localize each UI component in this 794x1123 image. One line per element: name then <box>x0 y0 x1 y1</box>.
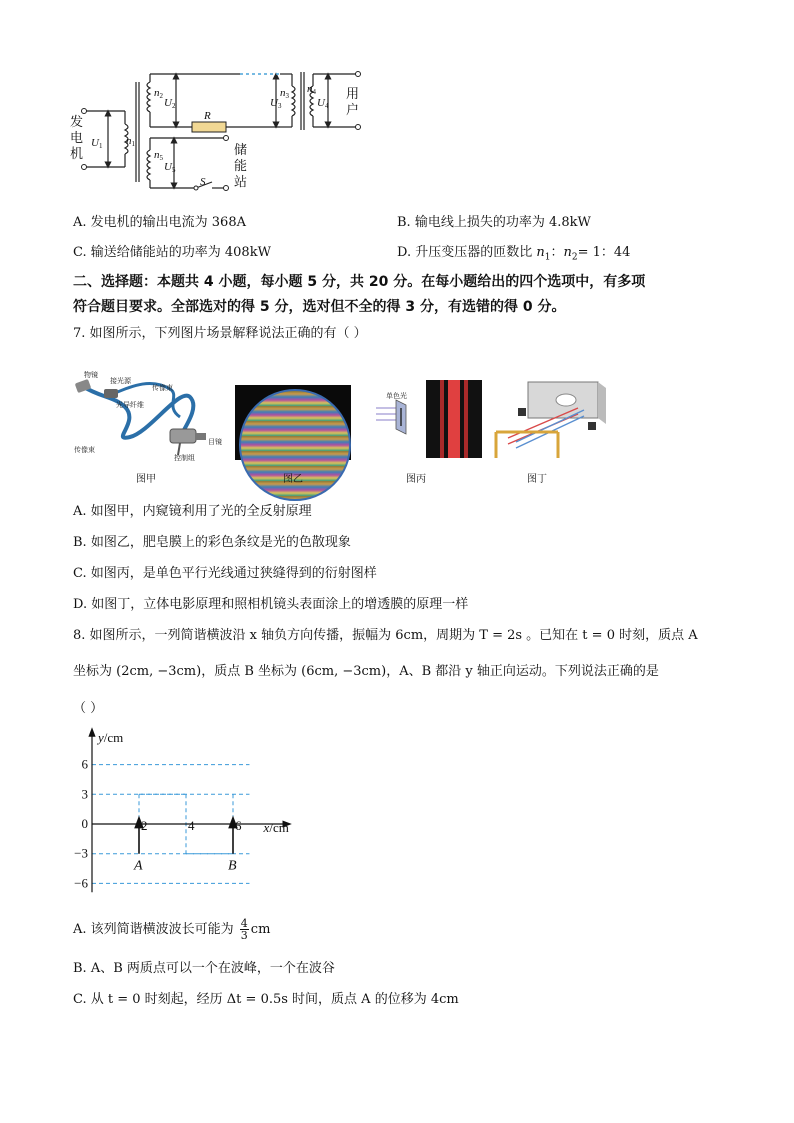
point-a-label: A <box>134 858 143 874</box>
svg-text:n2: n2 <box>154 87 163 100</box>
point-b-label: B <box>228 858 237 874</box>
q8-stem-line-1: 8. 如图所示，一列简谐横波沿 x 轴负方向传播，振幅为 6cm，周期为 T = 2s 。已知在 t = 0 时刻，质点 A <box>73 628 698 643</box>
svg-text:S: S <box>200 176 206 188</box>
x-tick-label: 4 <box>188 818 195 833</box>
svg-text:站: 站 <box>234 174 248 189</box>
svg-text:U2: U2 <box>164 97 176 110</box>
y-tick-label: 3 <box>81 786 88 802</box>
y-tick-label: −6 <box>74 875 88 891</box>
q8-option-b: B. A、B 两质点可以一个在波峰，一个在波谷 <box>73 961 335 976</box>
svg-text:储: 储 <box>234 142 248 157</box>
resistor-r <box>192 122 226 132</box>
svg-text:物镜: 物镜 <box>84 371 98 379</box>
svg-text:n4: n4 <box>307 83 316 96</box>
section-2-heading-line-2: 符合题目要求。全部选对的得 5 分，选对但不全的得 3 分，有选错的得 0 分。 <box>73 299 566 315</box>
svg-text:控制组: 控制组 <box>174 454 195 462</box>
q7-option-a: A. 如图甲，内窥镜利用了光的全反射原理 <box>73 504 312 519</box>
q6-option-d: D. 升压变压器的匝数比 $n_1$：$n_2= 1$：44 <box>397 245 631 263</box>
figure-jia-endoscope <box>70 367 220 462</box>
fig-caption-ding: 图丁 <box>527 474 547 485</box>
svg-text:用: 用 <box>346 86 360 101</box>
svg-text:U1: U1 <box>91 137 103 150</box>
q6-option-c: C. 输送给储能站的功率为 408kW <box>73 245 271 260</box>
q6-option-a: A. 发电机的输出电流为 368A <box>73 215 246 230</box>
figure-bing-slit-diffraction <box>370 378 485 462</box>
svg-text:U4: U4 <box>317 97 329 110</box>
q6-option-b: B. 输电线上损失的功率为 4.8kW <box>397 215 591 230</box>
svg-text:能: 能 <box>234 158 248 173</box>
svg-text:n3: n3 <box>280 87 289 100</box>
figure-yi-soap-film <box>235 385 351 460</box>
wave-graph <box>68 728 308 900</box>
svg-text:目镜: 目镜 <box>208 438 222 446</box>
fig-caption-bing: 图丙 <box>406 474 426 485</box>
q8-option-c: C. 从 t = 0 时刻起，经历 Δt = 0.5s 时间，质点 A 的位移为 4cm <box>73 992 459 1007</box>
y-tick-label: 0 <box>81 816 88 831</box>
q8-stem-line-2: 坐标为 (2cm, −3cm)，质点 B 坐标为 (6cm, −3cm)，A、B 都沿 y 轴正向运动。下列说法正确的是 <box>73 664 659 679</box>
svg-text:光导纤维: 光导纤维 <box>116 401 144 409</box>
x-tick-label: 6 <box>235 818 242 833</box>
section-2-heading-line-1: 二、选择题：本题共 4 小题，每小题 5 分，共 20 分。在每小题给出的四个选项中，有多项 <box>73 274 646 290</box>
svg-text:n5: n5 <box>154 149 163 162</box>
q7-option-d: D. 如图丁，立体电影原理和照相机镜头表面涂上的增透膜的原理一样 <box>73 597 469 612</box>
y-tick-label: 6 <box>81 756 88 772</box>
transformer-circuit-figure <box>70 64 370 198</box>
svg-text:U3: U3 <box>270 97 282 110</box>
svg-text:接光源: 接光源 <box>110 377 131 385</box>
svg-text:U5: U5 <box>164 161 176 174</box>
svg-text:传像束: 传像束 <box>152 384 173 392</box>
q8-option-a: A. 该列简谐横波波长可能为 $\frac{4}{3}$ cm <box>73 917 271 942</box>
svg-text:传像束: 传像束 <box>74 446 95 454</box>
svg-text:R: R <box>204 110 211 122</box>
svg-text:机: 机 <box>70 146 84 161</box>
svg-text:电: 电 <box>70 130 84 145</box>
fig-caption-yi: 图乙 <box>283 474 303 485</box>
q7-option-b: B. 如图乙，肥皂膜上的彩色条纹是光的色散现象 <box>73 535 351 550</box>
svg-text:发: 发 <box>70 114 84 129</box>
y-tick-label: −3 <box>74 845 88 861</box>
svg-text:n1: n1 <box>126 135 135 148</box>
y-axis-label: y/cm <box>98 730 124 745</box>
figure-ding-3d-projection <box>488 378 608 462</box>
x-axis-label: x/cm <box>263 820 289 835</box>
x-tick-label: 2 <box>141 818 148 833</box>
svg-text:户: 户 <box>346 102 360 117</box>
q8-answer-paren: （ ） <box>73 701 104 716</box>
svg-text:单色光: 单色光 <box>386 392 407 400</box>
q7-option-c: C. 如图丙，是单色平行光线通过狭缝得到的衍射图样 <box>73 566 377 581</box>
q7-stem: 7. 如图所示，下列图片场景解释说法正确的有（ ） <box>73 326 367 341</box>
fig-caption-jia: 图甲 <box>136 474 156 485</box>
